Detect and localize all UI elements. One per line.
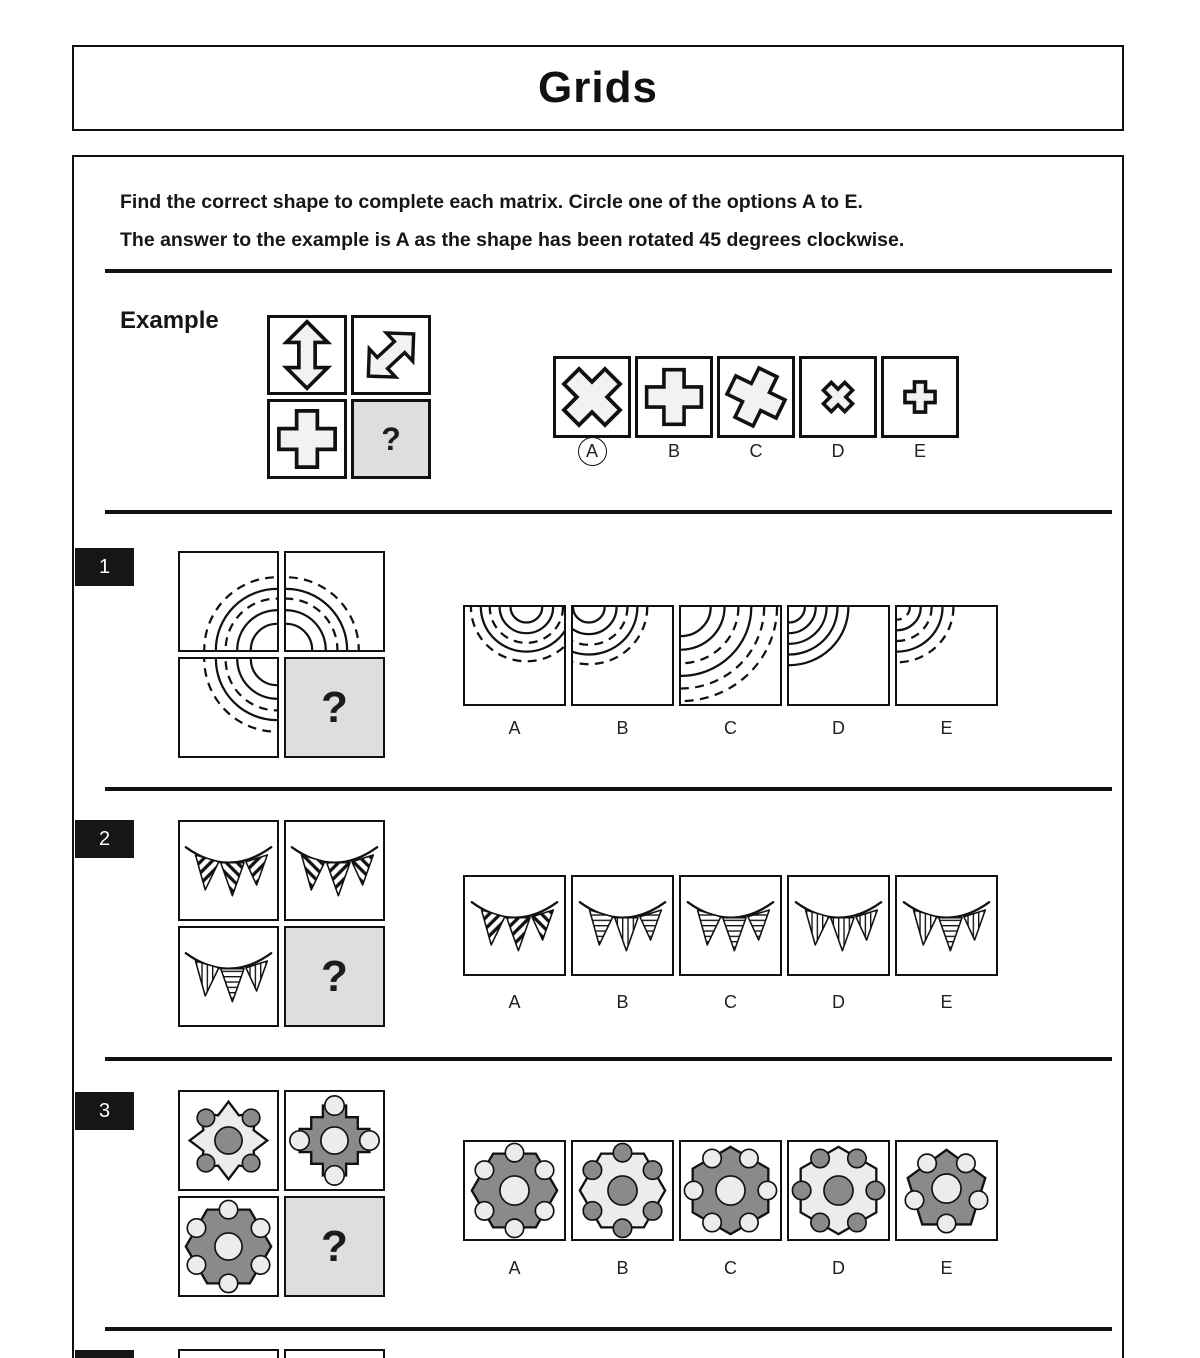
option-label-c[interactable]: C <box>724 1258 737 1278</box>
option-label-c[interactable]: C <box>749 441 763 461</box>
quarter-arcs-icon <box>180 553 277 650</box>
option-label-a[interactable]: A <box>508 718 521 738</box>
dark-pentagon-light-circles-icon <box>897 1142 996 1239</box>
option-label-a[interactable]: A <box>508 1258 521 1278</box>
matrix-cell <box>284 820 385 921</box>
option-box-a[interactable] <box>553 356 631 438</box>
divider <box>105 787 1112 791</box>
option-label-c[interactable]: C <box>724 992 737 1012</box>
option-box-d[interactable] <box>787 1140 890 1241</box>
q4-matrix <box>178 1349 385 1358</box>
option-label-a: A <box>585 441 598 461</box>
question-mark: ? <box>321 1221 348 1271</box>
option-box-c[interactable] <box>679 605 782 706</box>
example-matrix <box>267 315 431 479</box>
matrix-cell <box>178 926 279 1027</box>
flags-vert-horiz-vert-icon <box>897 877 996 974</box>
option-label-d[interactable]: D <box>832 992 845 1012</box>
question-number: 3 <box>75 1092 134 1130</box>
question-number <box>75 1350 134 1358</box>
option-box-e[interactable] <box>895 1140 998 1241</box>
question-mark: ? <box>321 682 348 732</box>
missing-cell <box>351 399 431 479</box>
q2-options <box>463 875 998 976</box>
matrix-cell <box>284 1090 385 1191</box>
option-box-d[interactable] <box>787 875 890 976</box>
matrix-cell <box>178 820 279 921</box>
option-box-c[interactable] <box>717 356 795 438</box>
flags-all-vertical-icon <box>789 877 888 974</box>
matrix-cell <box>178 1349 279 1358</box>
example-option-labels <box>553 441 959 466</box>
plus-rotated-26-icon <box>720 359 792 435</box>
title-box <box>72 45 1124 131</box>
example-options <box>553 356 959 438</box>
q2-option-labels <box>463 992 998 1013</box>
q1-matrix <box>178 551 385 758</box>
question-mark: ? <box>321 951 348 1001</box>
dark-pointed-hexagon-light-circles-icon <box>681 1142 780 1239</box>
quarter-arcs-icon <box>286 553 383 650</box>
question-number: 1 <box>75 548 134 586</box>
plus-rotated-45-small-icon <box>802 359 874 435</box>
q3-options <box>463 1140 998 1241</box>
matrix-cell <box>351 315 431 395</box>
instruction-line-1: Find the correct shape to complete each matrix. Circle one of the options A to E. <box>120 191 863 213</box>
plus-upright-large-icon <box>638 359 710 435</box>
option-label-e[interactable]: E <box>913 441 926 461</box>
hexagon-with-circles-icon <box>180 1198 277 1295</box>
option-label-b[interactable]: B <box>667 441 680 461</box>
q1-options <box>463 605 998 706</box>
arcs-top-middle-icon <box>465 607 564 704</box>
flags-horiz-vert-horiz-icon <box>573 877 672 974</box>
alternating-arcs-corner-icon <box>897 607 996 704</box>
bunting-flags-icon <box>286 822 383 919</box>
option-label-b[interactable]: B <box>616 718 629 738</box>
dark-hexagon-light-circles-icon <box>465 1142 564 1239</box>
arcs-top-left-icon <box>573 607 672 704</box>
option-box-b[interactable] <box>635 356 713 438</box>
matrix-cell <box>178 551 279 652</box>
divider <box>105 269 1112 273</box>
up-down-double-arrow-icon <box>270 318 344 392</box>
option-box-b[interactable] <box>571 1140 674 1241</box>
plus-upright-small-icon <box>884 359 956 435</box>
matrix-cell <box>284 551 385 652</box>
option-label-d[interactable]: D <box>831 441 845 461</box>
flags-all-horizontal-icon <box>681 877 780 974</box>
divider <box>105 1057 1112 1061</box>
stepped-cross-icon <box>286 1092 383 1189</box>
large-arcs-corner-icon <box>681 607 780 704</box>
option-label-d[interactable]: D <box>832 718 845 738</box>
option-label-a[interactable]: A <box>508 992 521 1012</box>
option-box-e[interactable] <box>895 605 998 706</box>
q3-option-labels <box>463 1258 998 1279</box>
q3-matrix <box>178 1090 385 1297</box>
option-label-b[interactable]: B <box>616 992 629 1012</box>
divider <box>105 1327 1112 1331</box>
missing-cell <box>284 1196 385 1297</box>
option-box-b[interactable] <box>571 875 674 976</box>
page-title: Grids <box>538 63 658 112</box>
option-box-d[interactable] <box>799 356 877 438</box>
option-box-c[interactable] <box>679 1140 782 1241</box>
instructions <box>120 183 904 259</box>
plus-cross-icon <box>270 402 344 476</box>
q1-option-labels <box>463 718 998 739</box>
option-label-e[interactable]: E <box>940 718 953 738</box>
missing-cell <box>284 926 385 1027</box>
solid-arcs-corner-icon <box>789 607 888 704</box>
matrix-cell <box>178 657 279 758</box>
flags-diagonal-icon <box>465 877 564 974</box>
divider <box>105 510 1112 514</box>
light-hexagon-dark-circles-icon <box>573 1142 672 1239</box>
option-box-e[interactable] <box>881 356 959 438</box>
option-box-d[interactable] <box>787 605 890 706</box>
option-label-c[interactable]: C <box>724 718 737 738</box>
option-box-c[interactable] <box>679 875 782 976</box>
matrix-cell <box>284 1349 385 1358</box>
example-label: Example <box>120 307 219 334</box>
option-box-a[interactable] <box>463 1140 566 1241</box>
option-box-b[interactable] <box>571 605 674 706</box>
question-mark: ? <box>381 421 401 457</box>
matrix-cell <box>267 399 347 479</box>
question-number: 2 <box>75 820 134 858</box>
plus-rotated-45-large-icon <box>556 359 628 435</box>
option-label-e[interactable]: E <box>940 992 953 1012</box>
bunting-flags-icon <box>180 822 277 919</box>
option-box-a[interactable] <box>463 605 566 706</box>
zigzag-star-icon <box>180 1092 277 1189</box>
bunting-flags-icon <box>180 928 277 1025</box>
circled-answer[interactable] <box>578 437 607 466</box>
matrix-cell <box>178 1196 279 1297</box>
quarter-arcs-icon <box>180 659 277 756</box>
option-box-e[interactable] <box>895 875 998 976</box>
option-box-a[interactable] <box>463 875 566 976</box>
option-label-b[interactable]: B <box>616 1258 629 1278</box>
light-pointed-hexagon-dark-circles-icon <box>789 1142 888 1239</box>
matrix-cell <box>178 1090 279 1191</box>
up-down-double-arrow-rotated-icon <box>354 318 428 392</box>
option-label-d[interactable]: D <box>832 1258 845 1278</box>
instruction-line-2: The answer to the example is A as the shape has been rotated 45 degrees clockwise. <box>120 229 905 251</box>
matrix-cell <box>267 315 347 395</box>
q2-matrix <box>178 820 385 1027</box>
missing-cell <box>284 657 385 758</box>
option-label-e[interactable]: E <box>940 1258 953 1278</box>
content-box <box>72 155 1124 1358</box>
